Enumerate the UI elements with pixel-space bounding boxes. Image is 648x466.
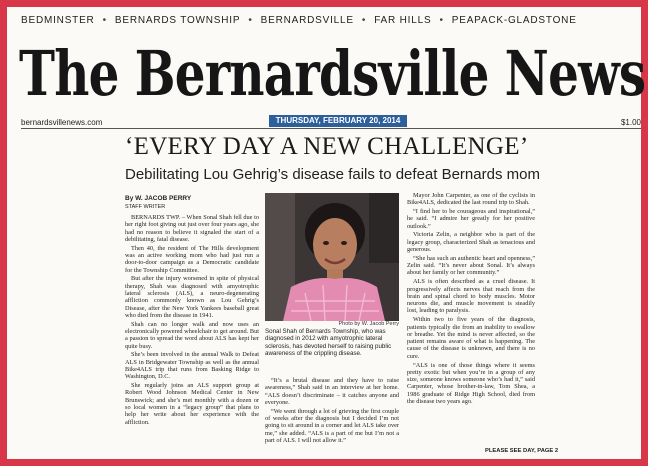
dateline [21,115,641,129]
photo-caption: Sonal Shah of Bernards Township, who was diagnosed in 2012 with amyotrophic lateral sclerosis, has devoted herself to raising public awareness of the crippling disease. [265,328,392,358]
masthead: The Bernardsville News [19,37,646,110]
paragraph: Then 40, the resident of The Hills development was an active working mom who had just run a door-to-door campaign as a Democratic candidate for the Township Committee. [125,244,259,274]
paragraph: BERNARDS TWP. – When Sonal Shah fell due to her right foot giving out just over four years ago, she had no reason to believe it signaled the start of a debilitating, fatal disease. [125,214,259,243]
separator-icon: • [439,15,444,26]
town-list [21,15,641,26]
website-url: bernardsvillenews.com [21,118,103,127]
article-headline: ‘EVERY DAY A NEW CHALLENGE’ [125,133,529,160]
paragraph: “She has such an authentic heart and openness,” Zelin said. “It’s never about Sonal. It’s always about her family or her community.” [407,254,535,277]
writer-title: STAFF WRITER [125,203,166,210]
paragraph: But after the injury worsened in spite of physical therapy, Shah was diagnosed with amyotrophic lateral sclerosis (ALS), a neuro-degenerating affliction commonly known as Lou Gehrig’s Disease, after the New York Yankees baseball great who died from the disease in 1941. [125,275,259,319]
paragraph: “I find her to be courageous and inspirational,” he said. “I admire her greatly for her positive outlook.” [407,208,535,230]
separator-icon: • [361,15,367,26]
paragraph: Victoria Zelin, a neighbor who is part of the legacy group, characterized Shah as tenacious and generous. [407,231,535,254]
continued-on-link[interactable]: PLEASE SEE DAY, PAGE 2 [485,448,559,454]
portrait-image [265,193,399,321]
portrait-photo [265,193,399,321]
separator-icon: • [248,15,253,26]
separator-icon: • [102,15,107,26]
price: $1.00 [620,118,641,127]
town-peapack-gladstone: PEAPACK-GLADSTONE [451,15,577,26]
photo-credit: Photo by W. Jacob Perry [338,321,399,327]
paragraph: “ALS is one of those things where it seems pretty exotic but when you’re in a group of any size, someone knows someone who’s had it,” said Carpenter, whose brother-in-law, Tom Shea, a 1986 graduate of Ridge High School, died from the disease two years ago. [407,361,535,406]
paragraph: “It’s a brutal disease and they have to raise awareness,” Shah said in an interview at her home. “ALS doesn’t discriminate – it catches anyone and everyone. [265,377,399,406]
article-subhead: Debilitating Lou Gehrig’s disease fails to defeat Bernards mom [125,166,540,183]
paragraph: Mayor John Carpenter, as one of the cyclists in Bike4ALS, dedicated the last round trip to Shah. [407,192,535,207]
town-bernardsville: BERNARDSVILLE [260,15,354,26]
issue-date: THURSDAY, FEBRUARY 20, 2014 [269,115,407,127]
paragraph: ALS is often described as a cruel disease. It progressively affects nerves that reach from the brain and spinal chord to body muscles. Motor neurons die, and muscle movement is steadily lost, leading to paralysis. [407,278,535,315]
town-bedminster: BEDMINSTER [21,15,95,26]
town-bernards-township: BERNARDS TOWNSHIP [114,15,241,26]
article-column-1 [125,195,259,427]
article-column-2 [265,377,399,446]
paragraph: Within two to five years of the diagnosis, patients typically die from an inability to swallow or breathe. Yet the mind is never affected, so the patient remains aware of what is happening. The cause of the disease is unknown, and there is no cure. [407,316,535,360]
paragraph: Shah can no longer walk and now uses an electronically powered wheelchair to get around. But a passion to spread the word about ALS has kept her quite busy. [125,320,259,350]
paragraph: “We went through a lot of grieving the first couple of weeks after the diagnosis but I decided I’m not going to sit around in a corner and let ALS take over me,” she added. “ALS is a part of me but I’m not a part of ALS. I will not allow it.” [265,407,399,444]
paragraph: She regularly joins an ALS support group at Robert Wood Johnson Medical Center in New Brunswick; and she’s met monthly with a dozen or so local women in a “legacy group” that plans to help her write about her experience with the affliction. [125,382,259,426]
header-rule [21,128,641,129]
town-far-hills: FAR HILLS [374,15,432,26]
byline: By W. JACOB PERRY [125,195,192,202]
paragraph: She’s been involved in the annual Walk to Defeat ALS in Bridgewater Township as well as the annual Bike4ALS trip that runs from Basking Ridge to Washington, D.C. [125,351,259,381]
article-column-3 [407,192,535,407]
